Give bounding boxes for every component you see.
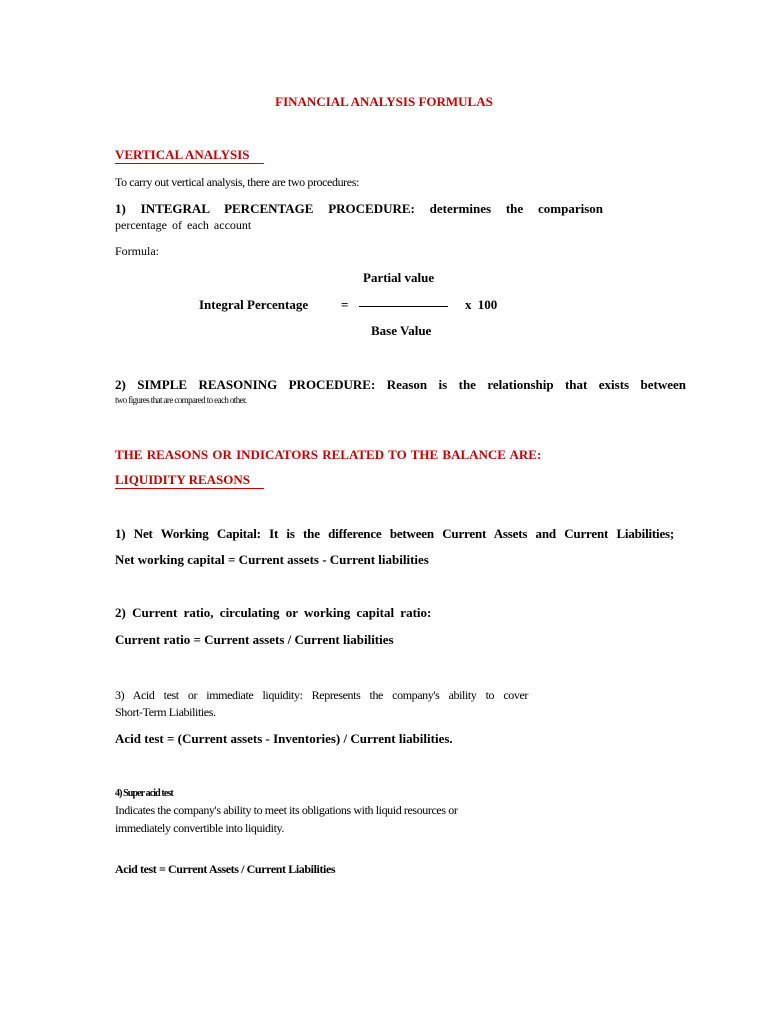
vertical-intro: To carry out vertical analysis, there are two procedures: — [115, 175, 359, 189]
net-working-capital-formula: Net working capital = Current assets - Current liabilities — [115, 552, 429, 567]
formula-numerator: Partial value — [363, 270, 435, 285]
formula-denominator: Base Value — [371, 323, 432, 338]
formula-lhs: Integral Percentage — [199, 297, 309, 312]
formula-label: Formula: — [115, 244, 159, 258]
super-acid-test-desc-line2: immediately convertible into liquidity. — [115, 821, 284, 835]
fraction-bar — [359, 306, 448, 307]
procedure-2-desc: two figures that are compared to each other. — [115, 395, 247, 405]
procedure-2-title: 2) SIMPLE REASONING PROCEDURE: Reason is the relationship that exists between — [115, 377, 686, 392]
liquidity-reasons-heading-text: LIQUIDITY REASONS — [115, 472, 264, 489]
formula-multiplier: x 100 — [465, 297, 498, 312]
super-acid-test-formula: Acid test = Current Assets / Current Liabilities — [115, 862, 336, 876]
acid-test-formula: Acid test = (Current assets - Inventories) / Current liabilities. — [115, 731, 453, 746]
procedure-1-desc: percentage of each account — [115, 218, 252, 232]
acid-test-desc-line1: 3) Acid test or immediate liquidity: Represents the company's ability to cover — [115, 688, 528, 702]
super-acid-test-desc-line1: Indicates the company's ability to meet its obligations with liquid resources or — [115, 803, 458, 817]
net-working-capital-title: 1) Net Working Capital: It is the difference between Current Assets and Current Liabilities; — [115, 526, 674, 541]
vertical-analysis-heading — [115, 147, 264, 164]
formula-equals: = — [341, 297, 349, 312]
current-ratio-formula: Current ratio = Current assets / Current liabilities — [115, 632, 394, 647]
page-title: FINANCIAL ANALYSIS FORMULAS — [275, 94, 493, 109]
vertical-analysis-heading-text: VERTICAL ANALYSIS — [115, 147, 264, 164]
liquidity-reasons-heading — [115, 472, 264, 489]
procedure-1-title: 1) INTEGRAL PERCENTAGE PROCEDURE: determines the comparison — [115, 201, 603, 216]
super-acid-test-title: 4) Super acid test — [115, 788, 173, 799]
acid-test-desc-line2: Short-Term Liabilities. — [115, 705, 216, 719]
current-ratio-title: 2) Current ratio, circulating or working capital ratio: — [115, 605, 432, 620]
reasons-heading: THE REASONS OR INDICATORS RELATED TO THE BALANCE ARE: — [115, 447, 542, 462]
